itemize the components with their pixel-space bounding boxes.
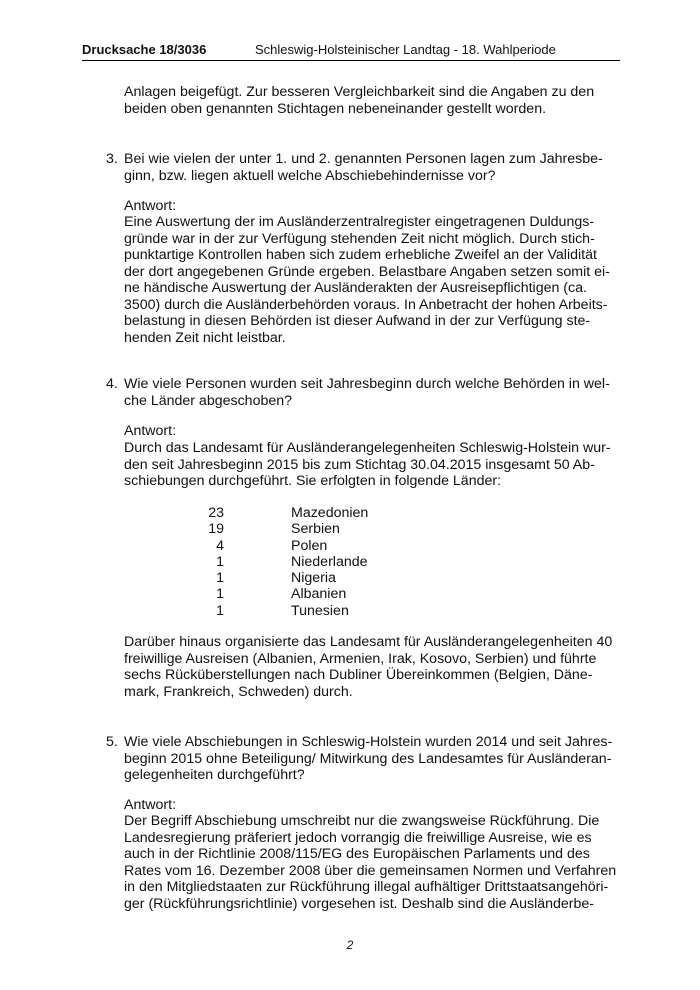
question-4-number: 4.	[106, 376, 118, 392]
question-3-answer-label: Antwort:	[124, 198, 177, 214]
table-row	[124, 538, 524, 554]
table-row	[124, 570, 524, 586]
question-4-text: Wie viele Personen wurden seit Jahresbeginn durch welche Behörden in wel- che Länder abgeschoben?	[124, 376, 610, 409]
country-name: Albanien	[291, 586, 347, 603]
parliament-title: Schleswig-Holsteinischer Landtag - 18. Wahlperiode	[255, 42, 556, 57]
country-name: Mazedonien	[291, 505, 369, 521]
question-4-answer-label: Antwort:	[124, 423, 177, 439]
table-row	[124, 586, 524, 602]
deportation-count: 23	[208, 505, 224, 521]
table-row	[124, 521, 524, 537]
country-name: Serbien	[291, 521, 340, 538]
question-5-answer: Der Begriff Abschiebung umschreibt nur die zwangsweise Rückführung. Die Landesregierung präferiert jedoch vorrangig die freiwillige Ausreise, wie es auch in der Richtlinie 2008/115/EG des Europäischen Parlaments und des Rates vom 16. Dezember 2008 über die gemeinsamen Normen und Verfahren in den Mitgliedstaaten zur Rückführung illegal aufhältiger Drittstaatsangehöri- ger (Rückführungsrichtlinie) vorgesehen ist. Deshalb sind die Ausländerbe-	[124, 813, 617, 912]
table-row	[124, 505, 524, 521]
country-name: Niederlande	[291, 553, 368, 570]
question-5-text: Wie viele Abschiebungen in Schleswig-Holstein wurden 2014 und seit Jahres- beginn 2015 ohne Beteiligung/ Mitwirkung des Landesamtes für Ausländeran- gelegenheiten durchgeführt?	[124, 734, 613, 783]
page-header	[82, 40, 620, 61]
deportation-count: 19	[208, 521, 224, 538]
question-5-number: 5.	[106, 734, 118, 750]
table-row	[124, 554, 524, 570]
deportation-count: 1	[216, 586, 224, 603]
deportation-count: 1	[216, 553, 224, 570]
question-3-answer: Eine Auswertung der im Ausländerzentralregister eingetragenen Duldungs- gründe war in der zur Verfügung stehenden Zeit nicht möglich. Durch stich- punktartige Kontrollen haben sich zudem erhebliche Zweifel an der Validität der dort angegebenen Gründe ergeben. Belastbare Angaben setzen somit ei- ne händische Auswertung der Ausländerakten der Ausreisepflichtigen (ca. 3500) durch die Ausländerbehörden voraus. In Anbetracht der hohen Arbeits- belastung in diesen Behörden ist dieser Aufwand in der zur Verfügung ste- henden Zeit nicht leistbar.	[124, 214, 610, 346]
country-name: Tunesien	[291, 602, 349, 619]
question-5-answer-label: Antwort:	[124, 797, 177, 813]
question-4-followup: Darüber hinaus organisierte das Landesamt für Ausländerangelegenheiten 40 freiwillige Ausreisen (Albanien, Armenien, Irak, Kosovo, Serbien) und führte sechs Rücküberstellungen nach Dubliner Übereinkommen (Belgien, Däne- mark, Frankreich, Schweden) durch.	[124, 634, 613, 700]
deportation-count: 1	[216, 602, 224, 619]
question-4-answer: Durch das Landesamt für Ausländerangelegenheiten Schleswig-Holstein wur- den seit Jahresbeginn 2015 bis zum Stichtag 30.04.2015 insgesamt 50 Ab- schiebungen durchgeführt. Sie erfolgten in folgende Länder:	[124, 440, 611, 489]
intro-paragraph: Anlagen beigefügt. Zur besseren Vergleichbarkeit sind die Angaben zu den beiden oben genannten Stichtagen nebeneinander gestellt worden.	[124, 84, 595, 117]
page-number: 2	[346, 938, 354, 952]
country-name: Nigeria	[291, 570, 336, 587]
question-3-number: 3.	[106, 151, 118, 167]
question-3-text: Bei wie vielen der unter 1. und 2. genannten Personen lagen zum Jahresbe- ginn, bzw. liegen aktuell welche Abschiebehindernisse vor?	[124, 151, 603, 184]
table-row	[124, 603, 524, 619]
deportation-count: 1	[216, 570, 224, 587]
deportation-countries-table	[124, 505, 524, 619]
document-id: Drucksache 18/3036	[82, 42, 207, 57]
country-name: Polen	[291, 537, 328, 554]
deportation-count: 4	[216, 537, 224, 554]
